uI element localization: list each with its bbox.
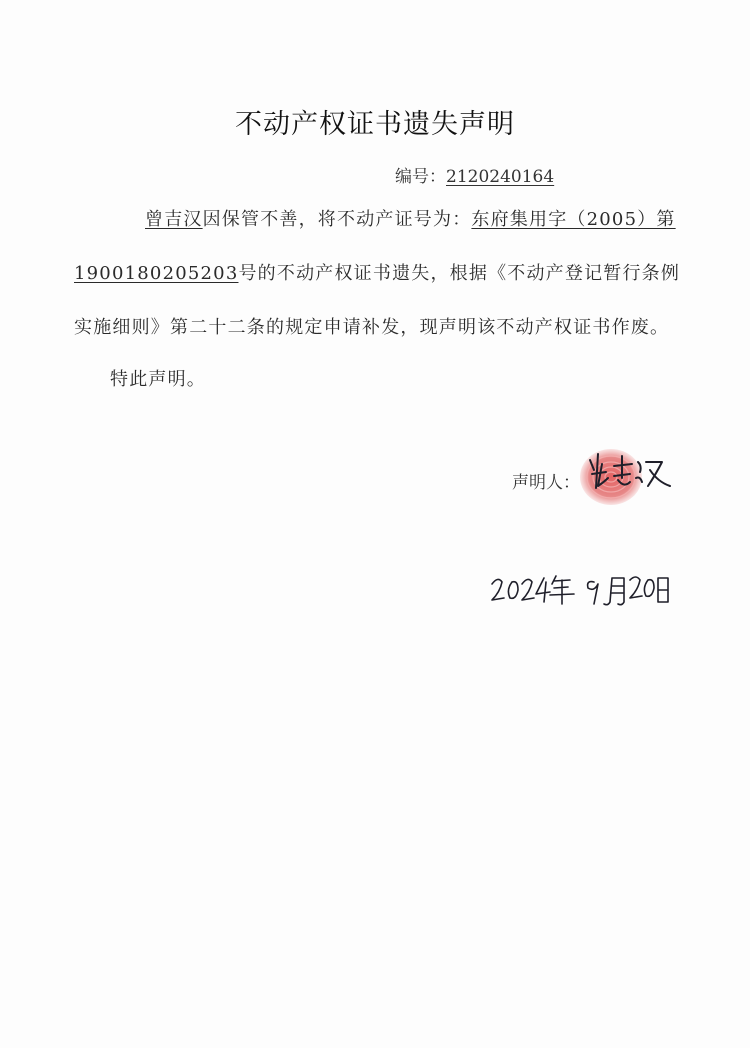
certificate-number: 1900180205203	[74, 263, 239, 284]
handwritten-signature	[584, 448, 674, 498]
body-line-3: 实施细则》第二十二条的规定申请补发，现声明该不动产权证书作废。	[74, 317, 670, 338]
body-line-1	[145, 205, 676, 231]
handwritten-date	[490, 568, 670, 612]
body-line-2-text: 号的不动产权证书遗失，根据《不动产登记暂行条例	[238, 263, 681, 284]
body-line-2	[74, 259, 680, 285]
body-line-1-text: 因保管不善，将不动产证号为：	[202, 209, 472, 230]
document-number-label: 编号：	[395, 167, 446, 187]
document-number	[395, 162, 554, 187]
closing-statement: 特此声明。	[110, 369, 206, 390]
declarant-label: 声明人：	[512, 473, 580, 493]
certificate-prefix: 东府集用字（2005）第	[471, 209, 676, 230]
owner-name: 曾吉汉	[145, 209, 203, 230]
document-number-value: 2120240164	[446, 167, 555, 187]
document-title: 不动产权证书遗失声明	[235, 109, 515, 140]
